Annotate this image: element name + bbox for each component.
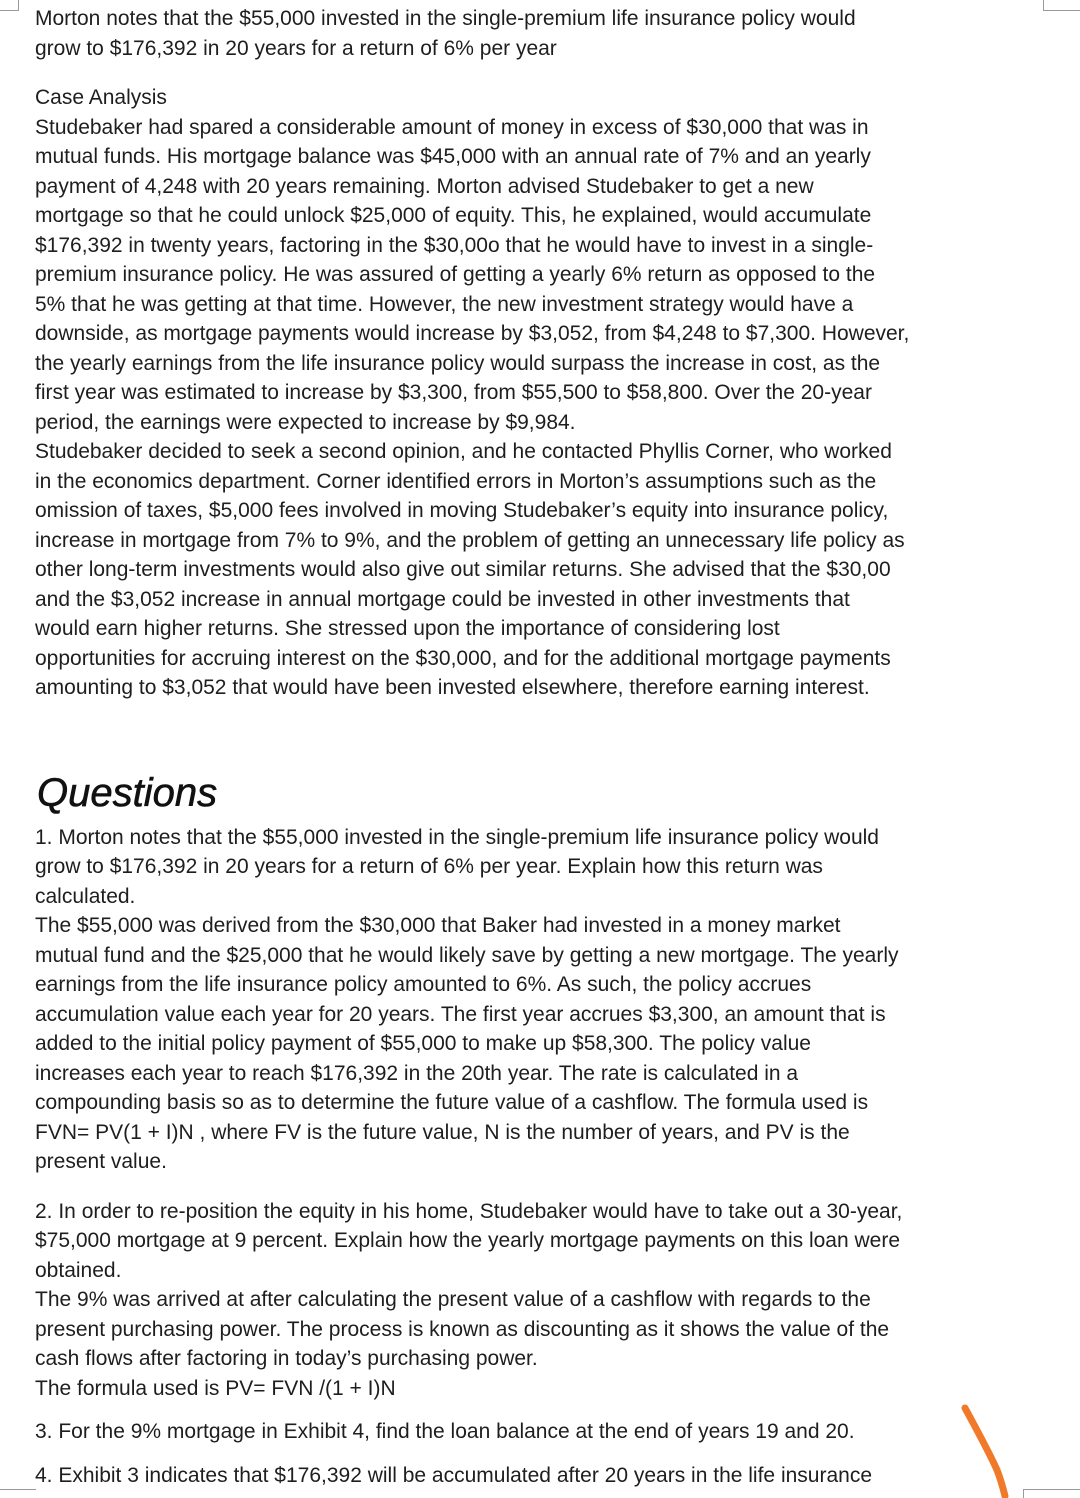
question-4: 4. Exhibit 3 indicates that $176,392 will be accumulated after 20 years in the life insurance xyxy=(35,1463,872,1487)
case-analysis-paragraph: Studebaker had spared a considerable amount of money in excess of $30,000 that was in mutual funds. His mortgage balance was $45,000 with an annual rate of 7% and an yearly payment of 4,248 with 20 years remaining. Morton advised Studebaker to get a new mortgage so that he could unlock $25,000 of equity. This, he explained, would accumulate $176,392 in twenty years, factoring in the $30,00o that he would have to invest in a single- premium insurance policy. He was assured of getting a yearly 6% return as opposed to the 5% that he was getting at that time. However, the new investment strategy would have a downside, as mortgage payments would increase by $3,052, from $4,248 to $7,300. However, the yearly earnings from the life insurance policy would surpass the increase in cost, as the first year was estimated to increase by $3,300, from $55,500 to $58,800. Over the 20-year period, the earnings were expected to increase by $9,984. xyxy=(35,115,910,434)
question-1: 1. Morton notes that the $55,000 invested in the single-premium life insurance policy would grow to $176,392 in 20 years for a return of 6% per year. Explain how this return was calculated. xyxy=(35,825,879,908)
questions-heading: Questions xyxy=(37,770,218,815)
page-corner-mark xyxy=(0,1489,36,1498)
question-2: 2. In order to re-position the equity in his home, Studebaker would have to take out a 30-year, $75,000 mortgage at 9 percent. Explain how the yearly mortgage payments on this loan were obtained. xyxy=(35,1199,903,1282)
pen-annotation-mark xyxy=(955,1400,1035,1498)
case-analysis-paragraph: Studebaker decided to seek a second opinion, and he contacted Phyllis Corner, who worked in the economics department. Corner identified errors in Morton’s assumptions such as the omission of taxes, $5,000 fees involved in moving Studebaker’s equity into insurance policy, increase in mortgage from 7% to 9%, and the problem of getting an unnecessary life policy as other long-term investments would also give out similar returns. She advised that the $30,00 and the $3,052 increase in annual mortgage could be invested in other investments that would earn higher returns. She stressed upon the importance of considering lost opportunities for accruing interest on the $30,000, and for the additional mortgage payments amounting to $3,052 that would have been invested elsewhere, therefore earning interest. xyxy=(35,440,905,699)
answer-1: The $55,000 was derived from the $30,000 that Baker had invested in a money market mutual fund and the $25,000 that he would likely save by getting a new mortgage. The yearly earnings from the life insurance policy amounted to 6%. As such, the policy accrues accumulation value each year for 20 years. The first year accrues $3,300, an amount that is added to the initial policy payment of $55,000 to make up $58,300. The policy value increases each year to reach $176,392 in the 20th year. The rate is calculated in a compounding basis so as to determine the future value of a cashflow. The formula used is FVN= PV(1 + I)N , where FV is the future value, N is the number of years, and PV is the present value. xyxy=(35,914,899,1173)
intro-paragraph: Morton notes that the $55,000 invested in the single-premium life insurance policy would grow to $176,392 in 20 years for a return of 6% per year xyxy=(35,7,856,60)
page-corner-mark xyxy=(1043,0,1080,11)
page-corner-mark xyxy=(0,0,19,11)
answer-2-formula: The formula used is PV= FVN /(1 + I)N xyxy=(35,1376,396,1400)
case-analysis-heading: Case Analysis xyxy=(35,86,167,109)
document-body xyxy=(35,4,1035,1490)
answer-2: The 9% was arrived at after calculating the present value of a cashflow with regards to the present purchasing power. The process is known as discounting as it shows the value of the cash flows after factoring in today’s purchasing power. xyxy=(35,1288,890,1370)
question-3: 3. For the 9% mortgage in Exhibit 4, find the loan balance at the end of years 19 and 20. xyxy=(35,1420,855,1443)
